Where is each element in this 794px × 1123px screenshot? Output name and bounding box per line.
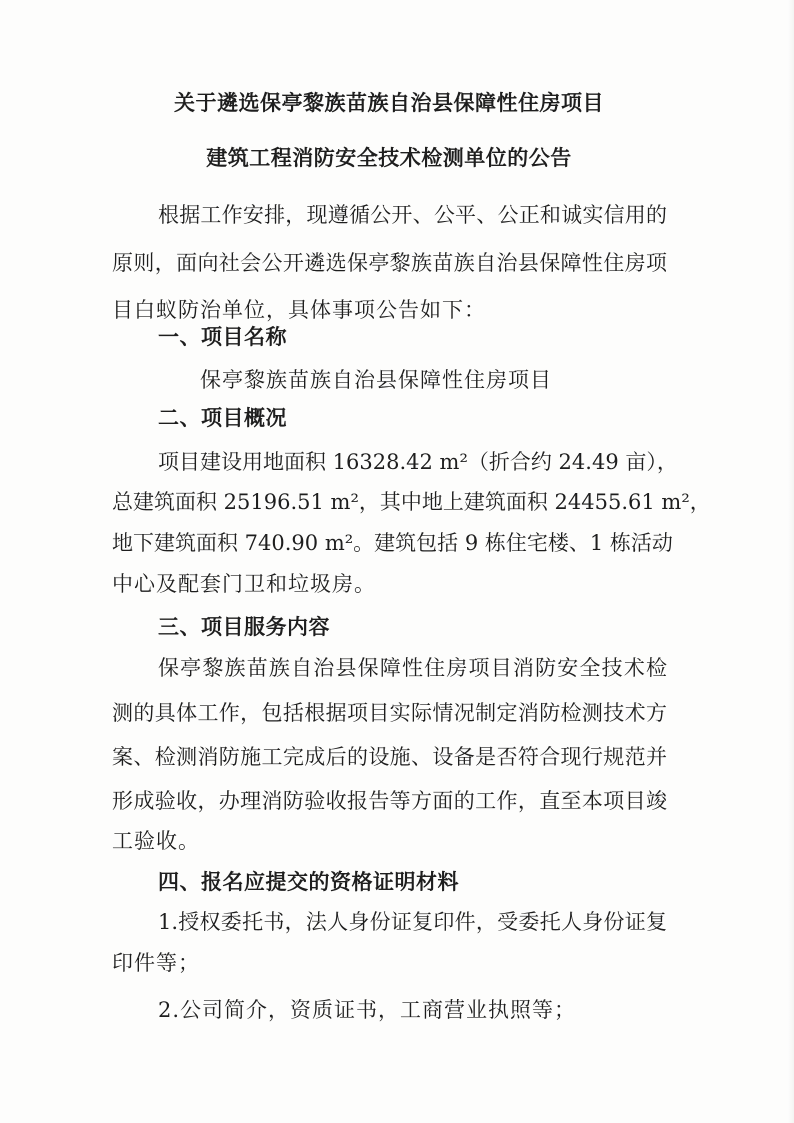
- section-line: 中心及配套门卫和垃圾房。: [112, 572, 376, 596]
- document-title-line-2: 建筑工程消防安全技术检测单位的公告: [206, 146, 572, 170]
- scan-edge-shadow: [788, 0, 794, 1123]
- section-line: 保亭黎族苗族自治县保障性住房项目: [200, 368, 552, 392]
- section-line: 总建筑面积 25196.51 m²，其中地上建筑面积 24455.61 m²，: [112, 490, 711, 514]
- section-heading-project-name: 一、项目名称: [158, 325, 287, 349]
- intro-line: 原则，面向社会公开遴选保亭黎族苗族自治县保障性住房项: [112, 251, 667, 275]
- document-title-line-1: 关于遴选保亭黎族苗族自治县保障性住房项目: [174, 91, 604, 115]
- intro-line: 目白蚁防治单位，具体事项公告如下：: [112, 298, 486, 322]
- section-line: 形成验收，办理消防验收报告等方面的工作，直至本项目竣: [112, 789, 667, 813]
- section-line: 测的具体工作，包括根据项目实际情况制定消防检测技术方: [112, 701, 667, 725]
- intro-line: 根据工作安排，现遵循公开、公平、公正和诚实信用的: [158, 203, 667, 227]
- section-heading-qualification-materials: 四、报名应提交的资格证明材料: [158, 870, 459, 894]
- section-line: 1.授权委托书，法人身份证复印件，受委托人身份证复: [158, 910, 667, 934]
- section-line: 工验收。: [112, 829, 200, 853]
- section-heading-service-content: 三、项目服务内容: [158, 615, 330, 639]
- section-line: 2.公司简介，资质证书，工商营业执照等；: [158, 998, 577, 1022]
- section-line: 案、检测消防施工完成后的设施、设备是否符合现行规范并: [112, 745, 667, 769]
- section-heading-project-overview: 二、项目概况: [158, 406, 287, 430]
- section-line: 印件等；: [112, 951, 200, 975]
- section-line: 地下建筑面积 740.90 m²。建筑包括 9 栋住宅楼、1 栋活动: [112, 531, 673, 555]
- section-line: 保亭黎族苗族自治县保障性住房项目消防安全技术检: [158, 656, 667, 680]
- section-line: 项目建设用地面积 16328.42 m²（折合约 24.49 亩），: [158, 450, 678, 474]
